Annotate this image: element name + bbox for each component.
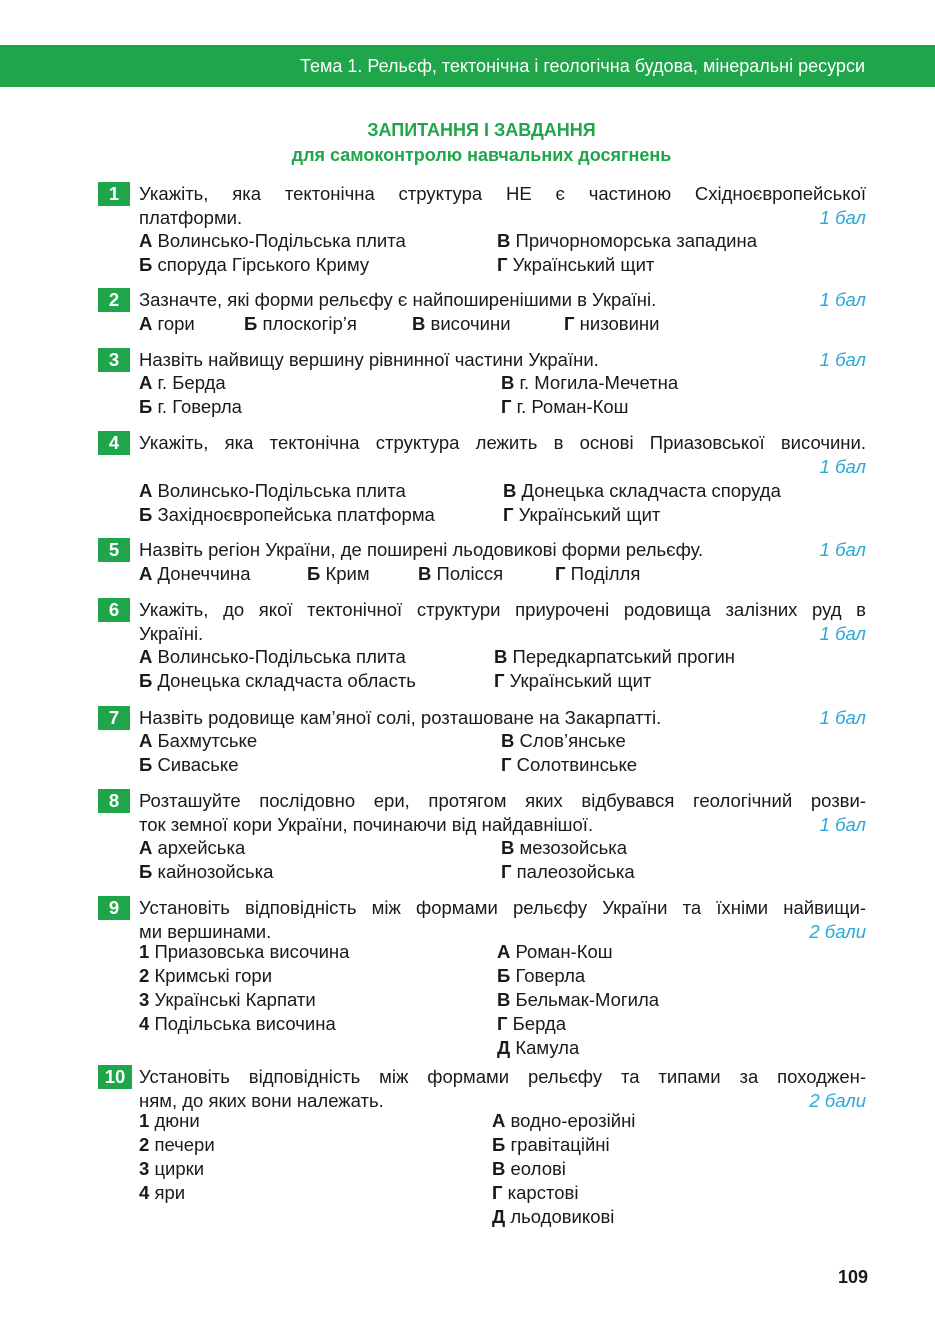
title-line-2: для самоконтролю навчальних досягнень xyxy=(291,145,672,165)
points-label: 1 бал xyxy=(819,539,866,560)
option: Б плоскогір’я xyxy=(244,313,357,334)
question-number: 1 xyxy=(98,182,130,206)
option: Б Крим xyxy=(307,563,370,584)
option: В мезозойська xyxy=(501,837,628,858)
option: А Бахмутське xyxy=(139,730,258,751)
title-line-1: ЗАПИТАННЯ І ЗАВДАННЯ xyxy=(367,120,596,140)
option: Г Український щит xyxy=(497,254,655,275)
question-10 xyxy=(98,1065,866,1227)
section-title xyxy=(0,118,935,168)
match-left-item: 1 дюни xyxy=(139,1110,200,1131)
question-number: 8 xyxy=(98,789,130,813)
match-right-item: Г карстові xyxy=(492,1182,579,1203)
question-text-line-1: Укажіть, до якої тектонічної структури приурочені родовища залізних руд в xyxy=(139,599,866,620)
match-right-item: В еолові xyxy=(492,1158,566,1179)
match-left-item: 4 яри xyxy=(139,1182,186,1203)
question-number: 4 xyxy=(98,431,130,455)
question-text-line-1: Установіть відповідність між формами рельєфу та типами за походжен- xyxy=(139,1066,866,1087)
question-6 xyxy=(98,598,866,691)
match-right-item: А водно-ерозійні xyxy=(492,1110,636,1131)
question-number: 7 xyxy=(98,706,130,730)
option: А гори xyxy=(139,313,195,334)
question-text-line-1: Установіть відповідність між формами рельєфу України та їхніми найвищи- xyxy=(139,897,866,918)
match-left-item: 1 Приазовська височина xyxy=(139,941,350,962)
points-label: 1 бал xyxy=(819,707,866,728)
points-label: 1 бал xyxy=(819,349,866,370)
points-label: 1 бал xyxy=(819,623,866,644)
option: А Донеччина xyxy=(139,563,251,584)
question-4 xyxy=(98,431,866,525)
option: В Слов’янське xyxy=(501,730,626,751)
option: Б г. Говерла xyxy=(139,396,242,417)
points-label: 1 бал xyxy=(819,207,866,228)
option: Г Український щит xyxy=(503,504,661,525)
option: Г Солотвинське xyxy=(501,754,638,775)
question-text-line-2: ток земної кори України, починаючи від найдавнішої. xyxy=(139,814,594,835)
match-left-item: 3 Українські Карпати xyxy=(139,989,316,1010)
question-1 xyxy=(98,182,866,275)
question-text-line-1: Назвіть найвищу вершину рівнинної частини України. xyxy=(139,349,599,370)
option: Г низовини xyxy=(564,313,660,334)
option: В г. Могила-Мечетна xyxy=(501,372,679,393)
question-7 xyxy=(98,706,866,775)
question-text-line-1: Назвіть регіон України, де поширені льодовикові форми рельєфу. xyxy=(139,539,704,560)
question-text-line-1: Зазначте, які форми рельєфу є найпоширенішими в Україні. xyxy=(139,289,657,310)
match-right-item: В Бельмак-Могила xyxy=(497,989,660,1010)
option: А г. Берда xyxy=(139,372,226,393)
match-right-item: Д Камула xyxy=(497,1037,580,1058)
question-text-line-2: Україні. xyxy=(139,623,204,644)
option: А Волинсько-Подільська плита xyxy=(139,480,406,501)
points-label: 1 бал xyxy=(819,814,866,835)
question-text-line-1: Розташуйте послідовно ери, протягом яких відбувався геологічний розви- xyxy=(139,790,866,811)
question-text-line-2: платформи. xyxy=(139,207,243,228)
option: Б кайнозойська xyxy=(139,861,274,882)
question-number: 2 xyxy=(98,288,130,312)
question-text-line-2: ми вершинами. xyxy=(139,921,272,942)
option: В Донецька складчаста споруда xyxy=(503,480,781,501)
option: В Передкарпатський прогин xyxy=(494,646,735,667)
question-2 xyxy=(98,288,866,334)
question-number: 5 xyxy=(98,538,130,562)
option: В Причорноморська западина xyxy=(497,230,757,251)
question-number: 6 xyxy=(98,598,130,622)
question-text-line-1: Назвіть родовище кам’яної солі, розташоване на Закарпатті. xyxy=(139,707,662,728)
option: А архейська xyxy=(139,837,246,858)
match-right-item: Б Говерла xyxy=(497,965,586,986)
option: Б Донецька складчаста область xyxy=(139,670,416,691)
points-label: 1 бал xyxy=(819,456,866,477)
question-text-line-1: Укажіть, яка тектонічна структура лежить в основі Приазовської височини. xyxy=(139,432,866,453)
option: В височини xyxy=(412,313,511,334)
question-number: 9 xyxy=(98,896,130,920)
question-text-line-2: ням, до яких вони належать. xyxy=(139,1090,384,1111)
option: Г г. Роман-Кош xyxy=(501,396,629,417)
match-right-item: А Роман-Кош xyxy=(497,941,613,962)
question-9 xyxy=(98,896,866,1058)
question-number: 3 xyxy=(98,348,130,372)
points-label: 1 бал xyxy=(819,289,866,310)
question-number: 10 xyxy=(98,1065,132,1089)
option: Б Західноєвропейська платформа xyxy=(139,504,435,525)
match-left-item: 2 Кримські гори xyxy=(139,965,273,986)
match-left-item: 3 цирки xyxy=(139,1158,205,1179)
points-label: 2 бали xyxy=(809,1090,866,1111)
match-right-item: Д льодовикові xyxy=(492,1206,615,1227)
option: Б Сиваське xyxy=(139,754,239,775)
option: Г палеозойська xyxy=(501,861,635,882)
question-3 xyxy=(98,348,866,417)
option: А Волинсько-Подільська плита xyxy=(139,230,406,251)
option: Б споруда Гірського Криму xyxy=(139,254,370,275)
question-8 xyxy=(98,789,866,882)
match-right-item: Б гравітаційні xyxy=(492,1134,610,1155)
points-label: 2 бали xyxy=(809,921,866,942)
option: Г Поділля xyxy=(555,563,641,584)
option: А Волинсько-Подільська плита xyxy=(139,646,406,667)
match-left-item: 2 печери xyxy=(139,1134,215,1155)
question-5 xyxy=(98,538,866,584)
option: Г Український щит xyxy=(494,670,652,691)
match-right-item: Г Берда xyxy=(497,1013,567,1034)
match-left-item: 4 Подільська височина xyxy=(139,1013,336,1034)
option: В Полісся xyxy=(418,563,504,584)
question-text-line-1: Укажіть, яка тектонічна структура НЕ є частиною Східноєвропейської xyxy=(139,183,866,204)
page-number: 109 xyxy=(837,1267,868,1287)
topic-header: Тема 1. Рельєф, тектонічна і геологічна будова, мінеральні ресурси xyxy=(0,45,935,87)
